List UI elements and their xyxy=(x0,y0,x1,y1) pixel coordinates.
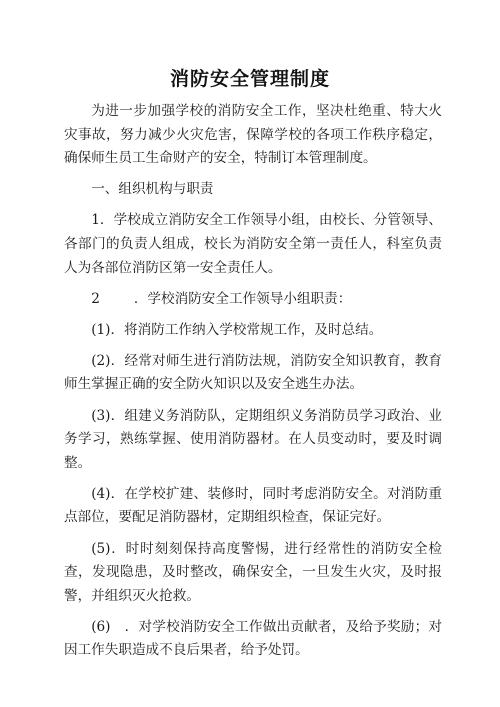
item-2-number: 2 xyxy=(91,290,100,307)
sub-item-6-number: (6) xyxy=(91,618,111,635)
sub-item-6-text: ．对学校消防安全工作做出贡献者，及给予奖励；对因工作失职造成不良后果者，给予处罚。 xyxy=(64,618,442,659)
item-2-text: ．学校消防安全工作领导小组职责： xyxy=(133,290,352,307)
sub-item-2-paragraph: (2)．经常对师生进行消防法规，消防安全知识教育，教育师生掌握正确的安全防火知识以及安全逃生办法。 xyxy=(64,352,442,393)
sub-item-1-paragraph: (1)．将消防工作纳入学校常规工作，及时总结。 xyxy=(91,321,383,338)
document-body xyxy=(64,100,442,670)
sub-item-4-paragraph: (4)．在学校扩建、装修时，同时考虑消防安全。对消防重点部位，要配足消防器材，定期组织检查，保证完好。 xyxy=(64,485,442,526)
sub-item-5-paragraph: (5)．时时刻刻保持高度警惕，进行经常性的消防安全检查，发现隐患，及时整改，确保安全，一旦发生火灾，及时报警，并组织灭火抢救。 xyxy=(64,540,442,604)
intro-paragraph: 为进一步加强学校的消防安全工作，坚决杜绝重、特大火灾事故，努力减少火灾危害，保障学校的各项工作秩序稳定，确保师生员工生命财产的安全，特制订本管理制度。 xyxy=(64,103,442,167)
sub-item-3-paragraph: (3)．组建义务消防队，定期组织义务消防员学习政治、业务学习，熟练掌握、使用消防器材。在人员变动时，要及时调整。 xyxy=(64,407,442,471)
section-heading-organization: 一、组织机构与职责 xyxy=(91,181,214,198)
item-1-paragraph: 1．学校成立消防安全工作领导小组，由校长、分管领导、各部门的负责人组成，校长为消防安全第一责任人，科室负责人为各部位消防区第一安全责任人。 xyxy=(64,212,442,276)
sub-item-6-paragraph xyxy=(64,616,442,663)
document-title: 消防安全管理制度 xyxy=(169,68,330,90)
item-2-paragraph xyxy=(64,288,442,312)
